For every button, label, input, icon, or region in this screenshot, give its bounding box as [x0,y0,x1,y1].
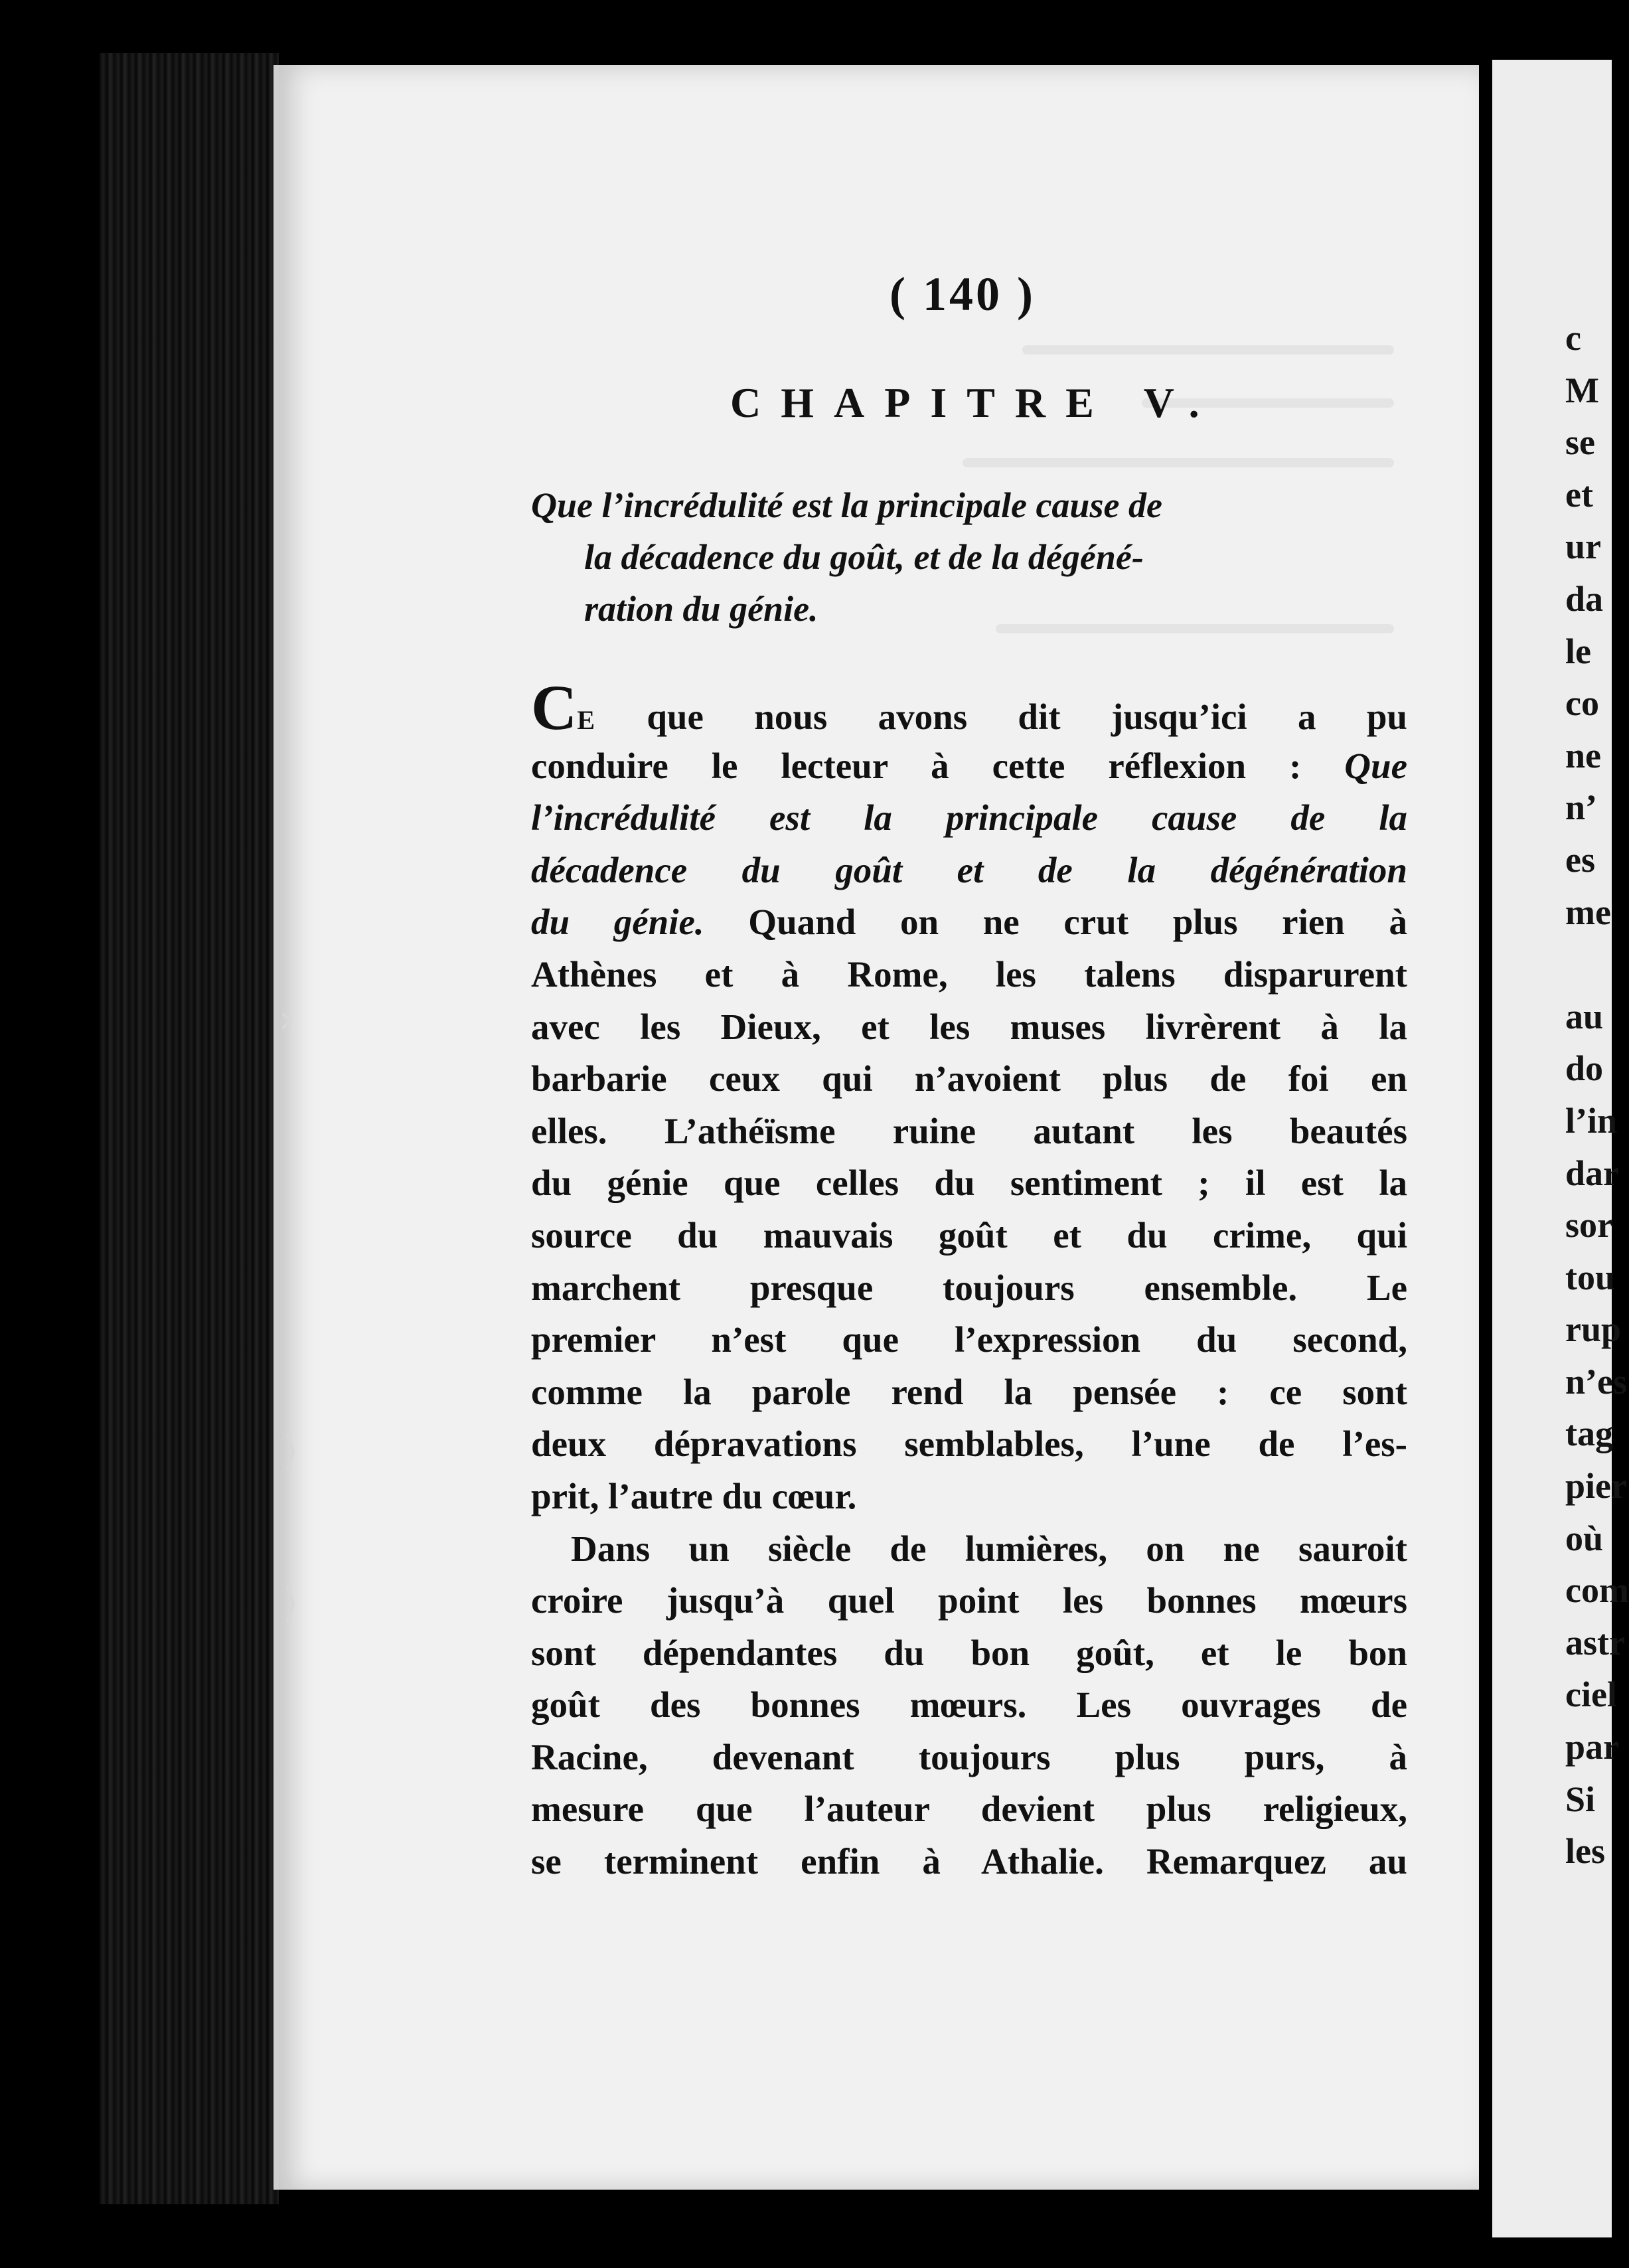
text-line: barbarie ceux qui n’avoient plus de foi en [531,1058,1407,1099]
facing-line-fragment: pier [1565,1466,1627,1506]
facing-line-fragment: es [1565,839,1595,880]
facing-line-fragment: n’ [1565,787,1598,828]
facing-page-text [1565,312,1629,1878]
facing-line-fragment: ciel [1565,1674,1617,1715]
text-line: avec les Dieux, et les muses livrèrent à la [531,1006,1407,1047]
text-line: du génie. Quand on ne crut plus rien à [531,902,1408,943]
facing-line-fragment: sor [1565,1205,1613,1246]
bleed-through-mark [963,458,1394,467]
text-line: sont dépendantes du bon goût, et le bon [531,1632,1407,1673]
text-line: elles. L’athéïsme ruine autant les beautés [531,1110,1407,1151]
facing-line-fragment: do [1565,1048,1604,1089]
chapter-subtitle [531,479,1414,635]
facing-line-fragment: tou [1565,1257,1616,1297]
facing-line-fragment: Si [1565,1779,1596,1819]
facing-line-fragment: dar [1565,1153,1619,1193]
small-cap: E [577,705,597,735]
text-line: l’incrédulité est la principale cause de la [531,797,1407,839]
facing-line-fragment: ne [1565,735,1601,775]
text-line: goût des bonnes mœurs. Les ouvrages de [531,1684,1407,1726]
facing-line-fragment: et [1565,474,1593,515]
text-line: prit, l’autre du cœur. [531,1475,857,1516]
facing-line-fragment: com [1565,1570,1629,1611]
bleed-through-mark [1022,345,1394,355]
facing-page [1492,60,1629,2237]
facing-line-fragment: les [1565,1831,1605,1872]
drop-cap: C [531,672,578,743]
text-line: CE que nous avons dit jusqu’ici a pu [531,672,1407,743]
text-line: comme la parole rend la pensée : ce sont [531,1371,1407,1412]
facing-line-fragment: où [1565,1518,1604,1558]
facing-line-fragment: par [1565,1727,1619,1767]
facing-line-fragment: M [1565,370,1599,410]
margin-mark: ⟩ [283,1580,299,1627]
facing-line-fragment: se [1565,422,1595,463]
book-binding [100,53,279,2204]
facing-line-fragment: me [1565,892,1611,932]
text-line: mesure que l’auteur devient plus religieux, [531,1789,1407,1830]
facing-line-fragment: rup [1565,1309,1622,1350]
text-line: décadence du goût et de la dégénération [531,849,1407,890]
facing-line-fragment: tag [1565,1414,1613,1454]
text-line: du génie que celles du sentiment ; il est la [531,1163,1407,1204]
facing-line-fragment [1565,938,1629,991]
text-line: croire jusqu’à quel point les bonnes mœurs [531,1580,1407,1621]
page-number: ( 140 ) [890,268,1036,321]
text-line: marchent presque toujours ensemble. Le [531,1267,1407,1308]
subtitle-line: la décadence du goût, et de la dégéné- [584,537,1144,577]
facing-line-fragment: n’es [1565,1361,1627,1402]
chapter-title: CHAPITRE V. [730,379,1219,426]
subtitle-line: Que l’incrédulité est la principale cause de [531,485,1162,525]
facing-line-fragment: au [1565,996,1604,1036]
text-line: se terminent enfin à Athalie. Remarquez au [531,1841,1407,1882]
facing-line-fragment: l’in [1565,1100,1618,1141]
text-line: Dans un siècle de lumières, on ne sauroit [571,1528,1407,1569]
facing-line-fragment: da [1565,578,1604,619]
text-line: conduire le lecteur à cette réflexion : Que [531,745,1407,786]
margin-mark: › [279,996,295,1042]
subtitle-line: ration du génie. [584,589,818,629]
facing-line-fragment: co [1565,683,1599,724]
text-line: deux dépravations semblables, l’une de l’es- [531,1423,1407,1465]
text-line: source du mauvais goût et du crime, qui [531,1214,1407,1256]
text-line: Racine, devenant toujours plus purs, à [531,1736,1407,1777]
facing-line-fragment: le [1565,631,1591,671]
facing-line-fragment: c [1565,318,1581,358]
text-line: premier n’est que l’expression du second, [531,1319,1407,1360]
body-text [531,672,1408,1888]
facing-line-fragment: ur [1565,526,1601,567]
text-line: Athènes et à Rome, les talens disparurent [531,953,1407,995]
margin-mark: ⟩ [283,1427,299,1474]
facing-line-fragment: astr [1565,1622,1625,1662]
